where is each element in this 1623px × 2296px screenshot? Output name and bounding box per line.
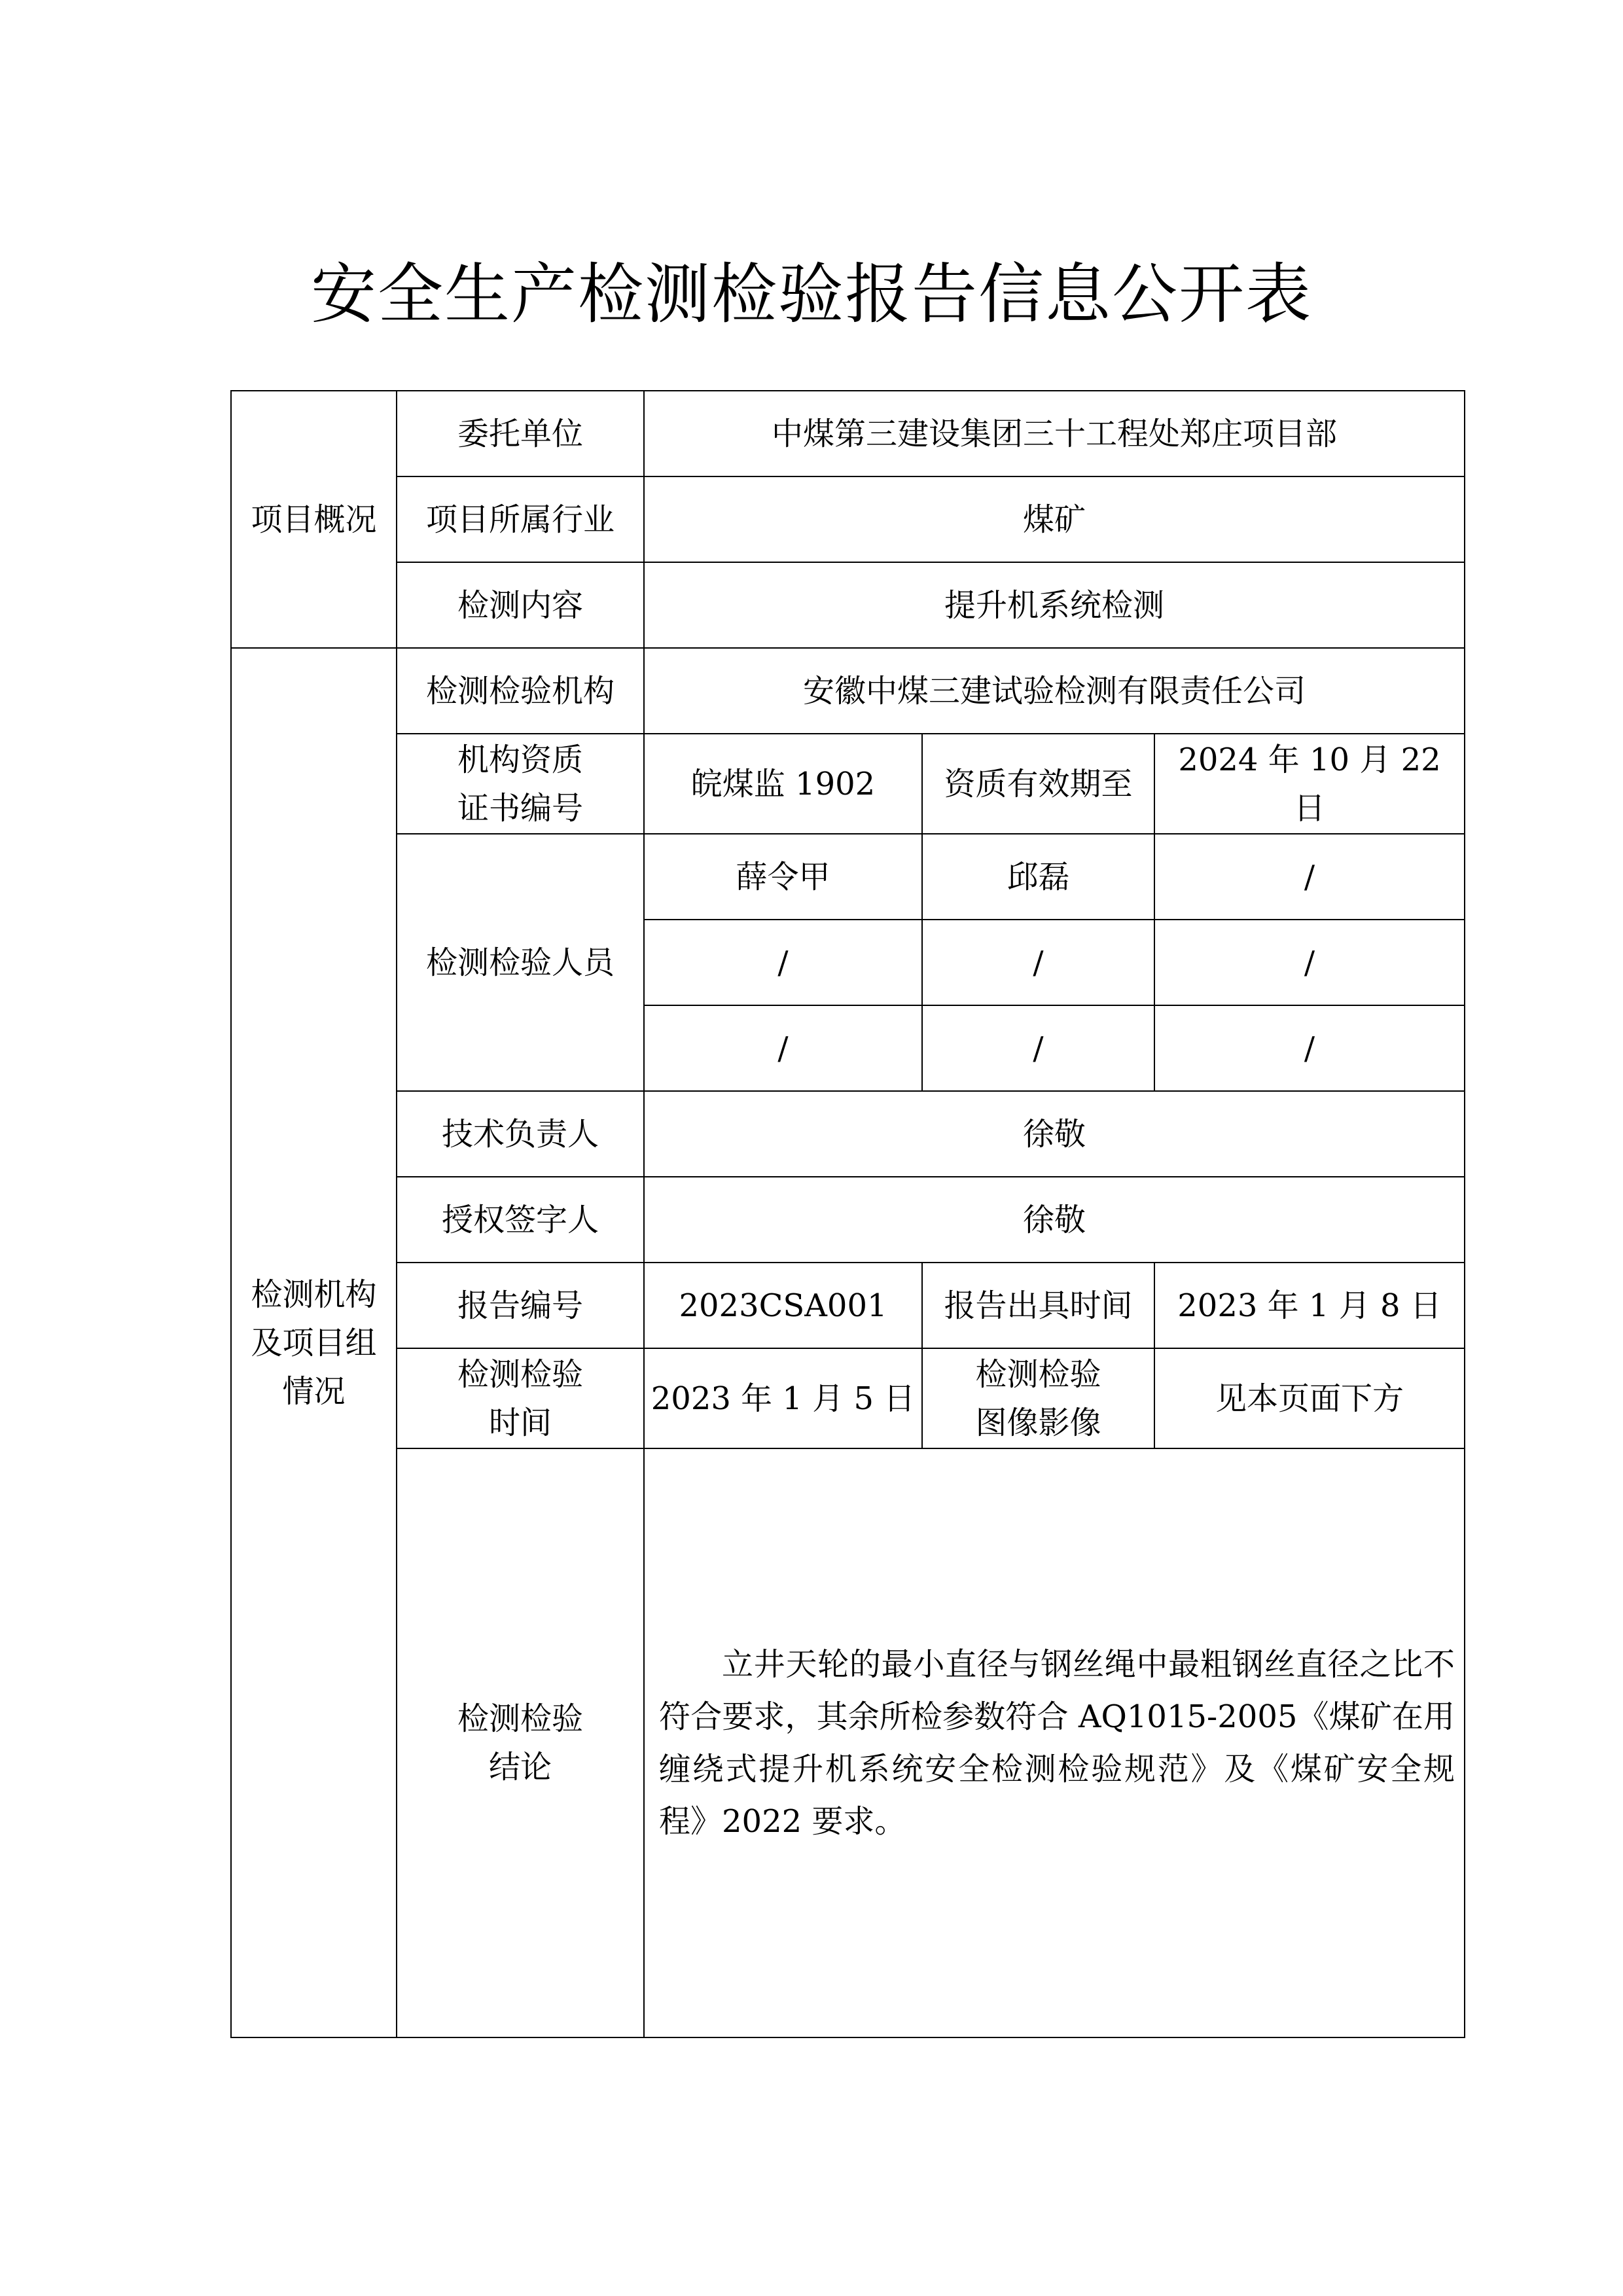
cert-value: 皖煤监 1902 xyxy=(644,734,922,834)
info-table xyxy=(230,390,1465,2038)
test-date-label: 检测检验 时间 xyxy=(397,1348,644,1448)
signer-value: 徐敬 xyxy=(644,1177,1465,1263)
section-org-label: 检测机构 及项目组 情况 xyxy=(231,648,397,2037)
staff-cell: / xyxy=(644,1005,922,1091)
section-conclusion-label: 检测检验 结论 xyxy=(397,1448,644,2037)
staff-cell: 薛令甲 xyxy=(644,834,922,920)
industry-label: 项目所属行业 xyxy=(397,476,644,562)
agency-label: 检测检验机构 xyxy=(397,648,644,734)
staff-cell: / xyxy=(644,920,922,1005)
signer-label: 授权签字人 xyxy=(397,1177,644,1263)
staff-cell: / xyxy=(922,1005,1154,1091)
content-label: 检测内容 xyxy=(397,562,644,648)
staff-cell: 邱磊 xyxy=(922,834,1154,920)
image-value: 见本页面下方 xyxy=(1154,1348,1465,1448)
issue-date-value: 2023 年 1 月 8 日 xyxy=(1154,1263,1465,1348)
conclusion-cell xyxy=(644,1448,1465,2037)
section-overview-label: 项目概况 xyxy=(231,391,397,648)
test-date-value: 2023 年 1 月 5 日 xyxy=(644,1348,922,1448)
staff-cell: / xyxy=(1154,920,1465,1005)
agency-value: 安徽中煤三建试验检测有限责任公司 xyxy=(644,648,1465,734)
image-label: 检测检验 图像影像 xyxy=(922,1348,1154,1448)
cert-label: 机构资质 证书编号 xyxy=(397,734,644,834)
industry-value: 煤矿 xyxy=(644,476,1465,562)
client-label: 委托单位 xyxy=(397,391,644,476)
report-no-label: 报告编号 xyxy=(397,1263,644,1348)
issue-date-label: 报告出具时间 xyxy=(922,1263,1154,1348)
valid-label: 资质有效期至 xyxy=(922,734,1154,834)
report-no-value: 2023CSA001 xyxy=(644,1263,922,1348)
content-value: 提升机系统检测 xyxy=(644,562,1465,648)
tech-lead-value: 徐敬 xyxy=(644,1091,1465,1177)
staff-cell: / xyxy=(922,920,1154,1005)
conclusion-text: 立井天轮的最小直径与钢丝绳中最粗钢丝直径之比不符合要求，其余所检参数符合 AQ1015-2005《煤矿在用缠绕式提升机系统安全检测检验规范》及《煤矿安全规程》2022 要求。 xyxy=(659,1646,1455,1840)
staff-label: 检测检验人员 xyxy=(397,834,644,1091)
tech-lead-label: 技术负责人 xyxy=(397,1091,644,1177)
staff-cell: / xyxy=(1154,834,1465,920)
page-title: 安全生产检测检验报告信息公开表 xyxy=(311,256,1312,332)
client-value: 中煤第三建设集团三十工程处郑庄项目部 xyxy=(644,391,1465,476)
staff-cell: / xyxy=(1154,1005,1465,1091)
valid-value: 2024 年 10 月 22 日 xyxy=(1154,734,1465,834)
